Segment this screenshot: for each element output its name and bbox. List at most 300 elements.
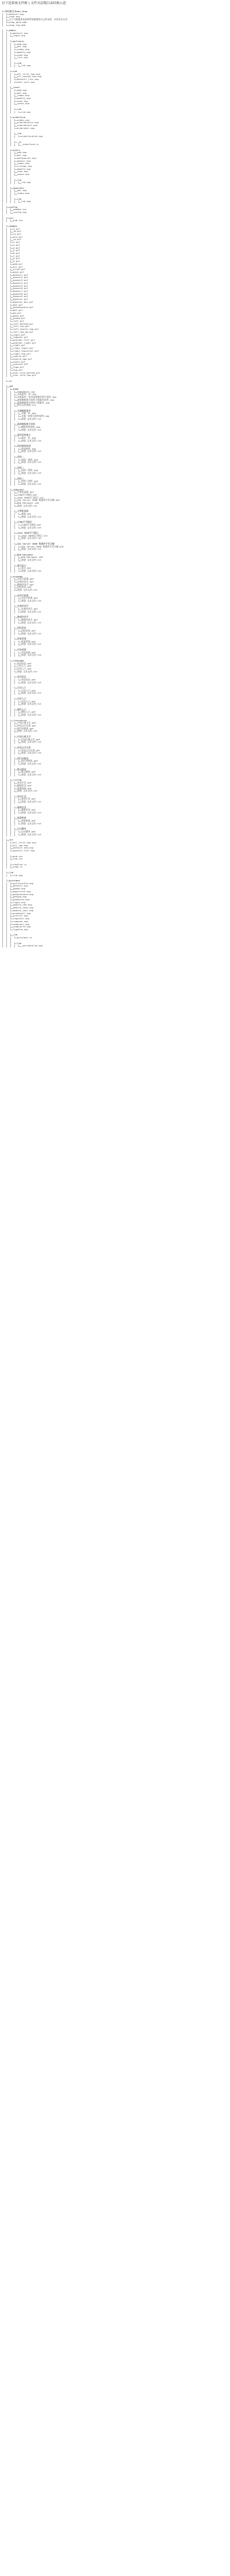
file-name: modify.asp xyxy=(17,97,31,100)
tree-guide-line xyxy=(14,682,15,684)
file-name: top.css xyxy=(13,857,23,861)
file-name: arr.gif xyxy=(13,265,23,268)
file-name: CCNA学习指南.pdf xyxy=(21,523,41,526)
tree-guide-line xyxy=(14,823,15,825)
file-name: default_list.asp xyxy=(17,77,39,81)
tree-guide-line xyxy=(14,763,15,766)
folder-name: lib xyxy=(17,132,22,135)
tree-guide-line xyxy=(10,570,11,573)
file-name: lib.asp xyxy=(21,110,31,113)
file-name: 计算机基础.doc xyxy=(17,490,34,494)
file-name: left.gif xyxy=(13,319,24,322)
file-name: 木板素材一张木纹理素材图片说明.jpg xyxy=(17,395,56,399)
tree-guide-line xyxy=(14,834,15,836)
file-name: gol.gif xyxy=(13,309,23,312)
file-name: add.gif xyxy=(13,262,23,265)
file-name: 资料二说明.jpg xyxy=(21,469,38,472)
file-name: 新建 文本文档.txt xyxy=(21,740,42,744)
file-name: right_top.gif xyxy=(13,352,31,355)
file-name: pub.css xyxy=(13,219,23,222)
file-name: rowSize.js xyxy=(13,862,27,866)
file-name: list.asp xyxy=(17,56,28,59)
file-name: banner6.gif xyxy=(13,287,28,290)
file-name: 相关文件说明.txt xyxy=(17,404,36,407)
file-name: 3.gif xyxy=(13,243,20,246)
folder-name: 素材资料集合 xyxy=(17,433,31,437)
folder-name: cat xyxy=(13,69,18,73)
folder-name: lib xyxy=(13,933,18,937)
tree-guide-line xyxy=(14,483,15,486)
file-name: default.asp xyxy=(13,884,28,888)
file-name: 新建 文本文档.txt xyxy=(21,811,42,815)
file-name: 家居生活.pdf xyxy=(21,797,36,801)
file-name: user_info_top.gif xyxy=(13,374,36,377)
file-name: 市场营销.pdf xyxy=(21,650,36,654)
folder-name: 运动健身 xyxy=(17,827,26,831)
folder-name: 外国文学名著 xyxy=(17,745,31,749)
tree-guide-line xyxy=(14,472,15,475)
tree-guide-line xyxy=(14,752,15,755)
file-name: arrow.gif xyxy=(13,268,26,271)
file-name: 新建 文本文档.txt xyxy=(21,599,42,602)
folder-name: bulletin xyxy=(13,39,24,43)
file-name: 7.gif xyxy=(13,254,20,257)
file-name: 旅游指南.pdf xyxy=(21,819,36,823)
tree-guide-line xyxy=(10,181,11,184)
file-name: 英语语法.pdf xyxy=(17,661,32,665)
file-name: 财务管理.pdf xyxy=(21,640,36,643)
file-name: del.asp xyxy=(17,45,27,48)
tree-guide-line xyxy=(14,774,15,777)
tree-guide-line xyxy=(2,945,3,948)
file-name: back.gif xyxy=(13,271,24,273)
page-title: 以下是系统文件树 | 文件夹层级目录结构示意 xyxy=(2,2,66,5)
file-name: shopcarth.asp xyxy=(13,925,31,929)
tree-guide-line xyxy=(2,24,3,27)
tree-guide-line xyxy=(14,516,15,519)
file-name: 微观经济学.pdf xyxy=(17,583,34,586)
tree-guide-line xyxy=(14,703,15,706)
folder-name: 中国古典文学 xyxy=(17,735,31,738)
file-name: 中国古典文学.pdf xyxy=(17,721,36,725)
file-name: 新建 文本文档.txt xyxy=(17,669,38,673)
tree-guide-line xyxy=(14,537,15,540)
file-name: 木板素材一张.jpg xyxy=(17,393,36,396)
tree-guide-line xyxy=(14,559,15,562)
file-name: 旅游指南.pdf xyxy=(17,786,32,790)
file-name: 新建 文本文档.txt xyxy=(21,762,42,766)
folder-name: literature xyxy=(13,718,27,722)
tree-guide-line xyxy=(14,600,15,603)
file-name: 家居生活.pdf xyxy=(17,781,32,785)
folder-name: 现代诗歌选 xyxy=(17,756,29,760)
folder-name: CCNA学习指南 xyxy=(17,520,32,524)
file-name: 经济学原理.pdf xyxy=(17,577,34,581)
file-name: 新建 文本文档.txt xyxy=(21,547,42,551)
folder-name: admin xyxy=(9,29,16,32)
file-name: config.asp xyxy=(13,211,27,214)
file-name: save.asp xyxy=(17,170,28,173)
file-name: 新建 文本文档.txt xyxy=(21,439,42,442)
file-name: 法语入门.pdf xyxy=(21,699,36,703)
file-name: 最新模板相关资料下载素材说明.jpg xyxy=(17,398,54,401)
folder-name: images xyxy=(9,224,18,227)
file-name: Web Designer.chm xyxy=(17,501,39,505)
file-name: 国际贸易.pdf xyxy=(17,585,32,589)
file-name: 新建 文本文档.txt xyxy=(21,751,42,755)
file-name: dgservice.asp xyxy=(13,889,31,893)
folder-name: SQL Server 2000 数据库开发详解 xyxy=(17,542,55,545)
tree-guide-line xyxy=(14,611,15,614)
file-name: 新建 文本文档.txt xyxy=(21,450,42,453)
file-name: getpassword.gif xyxy=(13,306,34,309)
file-name: 资料三说明.jpg xyxy=(21,480,38,483)
folder-name: js xyxy=(9,379,12,382)
folder-name: purchase xyxy=(9,879,20,882)
tree-guide-line xyxy=(14,200,15,203)
file-name: shop.js xyxy=(13,865,23,869)
file-name: 新建 文本文档.txt xyxy=(21,800,42,804)
file-name: edit_sort.asp xyxy=(17,80,35,83)
file-name: 1.gif xyxy=(13,227,20,230)
file-name: del.asp xyxy=(17,91,27,94)
file-name: banner3.gif xyxy=(13,279,28,282)
tree-guide-line xyxy=(6,834,7,836)
file-name: purchase.js xyxy=(17,936,32,939)
file-name: 外国文学名著.pdf xyxy=(17,724,36,728)
tree-guide-line xyxy=(14,418,15,421)
file-name: goto.gif xyxy=(13,314,24,317)
file-name: index.asp xyxy=(17,162,30,165)
tree-guide-line xyxy=(14,633,15,636)
file-name: right.gif xyxy=(13,344,26,347)
file-name: login.asp xyxy=(13,900,26,904)
folder-name: xml xyxy=(9,385,14,388)
file-name: phorder.left.gif xyxy=(13,338,35,341)
file-name: 新建 文本文档.txt xyxy=(21,515,42,518)
file-name: SQL Server 2000 数据库开发详解.pdf xyxy=(21,545,64,548)
file-name: banner5.gif xyxy=(13,284,28,287)
tree-guide-line xyxy=(6,874,7,877)
file-name: modify_save.asp xyxy=(13,906,34,910)
tree-guide-line xyxy=(14,143,15,146)
tree-guide-line xyxy=(14,527,15,530)
tree-guide-line xyxy=(14,812,15,815)
file-name: 日语入门.pdf xyxy=(21,688,36,692)
file-name: add.asp xyxy=(17,42,27,45)
file-name: 11.gif xyxy=(13,232,22,235)
file-name: 外国文学名著.pdf xyxy=(21,748,40,752)
file-name: bla.gif xyxy=(13,235,23,238)
file-name: 新建 文本文档.txt xyxy=(21,621,42,624)
file-name: shop_data.mdb xyxy=(9,20,27,24)
folder-name: home xyxy=(13,387,19,390)
tree-guide-line xyxy=(10,143,11,146)
tree-guide-line xyxy=(14,429,15,432)
tree-guide-line xyxy=(10,64,11,67)
file-name: Web Designer.chm xyxy=(21,555,43,559)
file-name: del.asp xyxy=(17,189,27,192)
file-name: saves.asp xyxy=(17,102,30,105)
file-name: 德语入门.pdf xyxy=(21,710,36,714)
file-name: 8.gif xyxy=(13,257,20,260)
file-name: all_second_top.asp xyxy=(17,75,42,78)
file-name: default.asp xyxy=(9,12,24,16)
folder-name: 旅游指南 xyxy=(17,816,26,820)
file-name: 经济学原理.pdf xyxy=(21,596,38,600)
tree-guide-line xyxy=(14,111,15,114)
file-name: 新建 文本文档.txt xyxy=(21,702,42,706)
file-name: _purchaselib.asp xyxy=(21,944,43,948)
folder-name: lib xyxy=(17,178,22,181)
file-name: 健康饮食.pdf xyxy=(21,808,36,812)
file-name: banner8.gif xyxy=(13,292,28,295)
file-name: 新建 文本文档.txt xyxy=(17,588,38,592)
folder-name: 最新模板相关资料 xyxy=(17,423,36,426)
file-name: 4.gif xyxy=(13,246,20,249)
file-name: modify_user.asp xyxy=(13,908,34,912)
file-name: left_bottom.gif xyxy=(13,322,34,325)
file-name: 宏观经济学.pdf xyxy=(17,580,34,583)
file-name: bgcolor.gif xyxy=(13,298,28,301)
tree-guide-line xyxy=(6,866,7,869)
file-name: 最新模板相关资料下载素材.jpg xyxy=(17,401,50,404)
file-name: 法语入门.pdf xyxy=(17,667,32,670)
file-name: listUps.asp xyxy=(17,164,32,168)
file-name: TypeFrm.asp xyxy=(13,927,28,931)
file-name: search.gif xyxy=(13,355,27,358)
file-name: 2.gif xyxy=(13,241,20,244)
tree-guide-line xyxy=(14,548,15,551)
file-name: 新建 文本文档.txt xyxy=(21,610,42,613)
tree-guide-line xyxy=(10,483,11,486)
file-name: 新建 文本文档.txt xyxy=(17,789,38,793)
folder-name: Web Designer xyxy=(17,553,34,556)
file-name: add.asp xyxy=(17,151,27,154)
folder-name: 国际贸易 xyxy=(17,626,26,630)
folder-name: 德语入门 xyxy=(17,707,26,711)
tree-guide-line xyxy=(14,741,15,744)
file-name: 新建 文本文档.txt xyxy=(21,461,42,464)
file-name: 资料一说明.jpg xyxy=(21,458,38,461)
file-name: go.gif xyxy=(13,311,22,314)
file-name: 新建 文本文档.txt xyxy=(21,773,42,776)
file-name: bgcolor_bar.gif xyxy=(13,300,34,303)
folder-name: 资料二 xyxy=(17,466,24,469)
folder-name: 资料三 xyxy=(17,477,24,480)
file-name: all_top.asp xyxy=(13,843,28,847)
file-name: modify.asp xyxy=(17,50,31,54)
folder-name: inc xyxy=(9,838,14,842)
file-name: index.asp xyxy=(17,94,30,97)
tree-guide-line xyxy=(6,374,7,377)
folder-name: users xyxy=(13,148,20,151)
file-name: all_first_top.asp xyxy=(13,840,36,844)
file-name: banner7.gif xyxy=(13,290,28,293)
file-name: 微观经济学.pdf xyxy=(21,618,38,621)
file-name: 新建 文本文档.txt xyxy=(21,526,42,529)
tree-guide-line xyxy=(6,219,7,222)
file-name: 散文精选.pdf xyxy=(21,770,36,774)
file-name: 模板资料说明.jpg xyxy=(21,425,40,428)
file-name: CCNA学习指南.pdf xyxy=(17,493,37,496)
folder-name: lib xyxy=(17,61,22,64)
file-name: adodbc.inc xyxy=(13,208,27,211)
folder-name: lib xyxy=(9,870,14,874)
file-name: right_topcorner.gif xyxy=(13,349,39,352)
tree-guide-line xyxy=(14,945,15,948)
file-name: 基础.doc xyxy=(21,512,32,515)
file-name: SQL Server 2000 数据库开发详解.pdf xyxy=(17,499,60,502)
tree-guide-line xyxy=(10,834,11,836)
file-name: saves.asp xyxy=(17,173,30,176)
file-name: 新建 文本文档.txt xyxy=(21,680,42,684)
file-name: Java 2000学习笔记.txt xyxy=(21,534,48,537)
file-name: 新建 文本文档.txt xyxy=(21,642,42,646)
tree-guide-line xyxy=(14,714,15,717)
file-name: 素材一张.jpg xyxy=(21,436,36,439)
folder-name: 财务管理 xyxy=(17,637,26,641)
folder-name: Java 2000学习笔记 xyxy=(17,531,39,534)
tree-guide-line xyxy=(10,774,11,777)
file-name: 新建 文本文档.txt xyxy=(17,729,38,733)
file-name: default_left.asp xyxy=(13,849,35,853)
file-name: lib.asp xyxy=(21,64,31,67)
file-name: 新建 文本文档.txt xyxy=(21,558,42,562)
file-name: prolist.asp xyxy=(13,914,28,918)
file-name: 5.gif xyxy=(13,249,20,252)
file-name: tcgo.gif xyxy=(13,366,24,369)
file-name: group.gif xyxy=(13,317,26,320)
file-name: all_first_top.asp xyxy=(17,72,40,75)
file-name: 算法.doc xyxy=(21,566,32,570)
file-name: login.asp xyxy=(13,34,26,37)
file-name: 新建 文本文档.txt xyxy=(21,417,42,420)
folder-name: living xyxy=(13,778,22,782)
file-name: orderdetail.asp xyxy=(17,124,38,127)
file-name: 新建 文本文档.txt xyxy=(21,821,42,825)
file-name: save.asp xyxy=(17,53,28,56)
folder-name: 日语入门 xyxy=(17,686,26,689)
folder-name: 市场营销 xyxy=(17,648,26,651)
file-name: 9.gif xyxy=(13,260,20,263)
file-name: right_login.gif xyxy=(13,347,34,350)
folder-name: specials xyxy=(13,186,24,189)
file-name: bulletinFrm.asp xyxy=(13,881,34,885)
file-name: 国际贸易.pdf xyxy=(21,629,36,632)
file-name: 新建 文本文档.txt xyxy=(21,569,42,573)
file-name: prodetail.asp xyxy=(13,911,31,915)
file-name: regsave.asp xyxy=(13,919,28,923)
tree-guide-line xyxy=(14,450,15,453)
file-name: lib.asp xyxy=(13,873,23,877)
folder-name: lib xyxy=(17,107,22,111)
file-name: 新建 文本文档.txt xyxy=(21,691,42,695)
folder-name: 家居生活 xyxy=(17,794,26,798)
file-name: 1a.gif xyxy=(13,238,22,241)
file-name: default_end.asp xyxy=(13,846,34,850)
file-name: 规划说明.jpg xyxy=(21,447,36,450)
file-name: shop_log.mdb xyxy=(9,23,26,26)
file-name: 运动健身.pdf xyxy=(21,830,36,834)
tree-guide-line xyxy=(10,654,11,657)
file-name: banner4.gif xyxy=(13,281,28,284)
tree-guide-line xyxy=(6,945,7,948)
tree-guide-line xyxy=(14,461,15,464)
file-name: Java 2000学习笔记.txt xyxy=(17,496,44,499)
file-name: index.asp xyxy=(17,48,30,51)
tree-guide-line xyxy=(14,135,15,138)
folder-name: css xyxy=(9,216,14,219)
file-name: seeit.gif xyxy=(13,360,26,363)
tree-guide-line xyxy=(14,692,15,695)
folder-name: _js xyxy=(17,140,22,143)
file-name: shopcart.asp xyxy=(13,922,30,926)
file-name: 日语入门.pdf xyxy=(17,664,32,668)
file-name: orderedit.asp xyxy=(17,126,35,130)
file-name: orderformlib.asp xyxy=(21,135,43,138)
file-name: 新建 文本文档.txt xyxy=(21,653,42,657)
file-name: save.asp xyxy=(17,99,28,102)
folder-name: 健康饮食 xyxy=(17,805,26,809)
file-name: lib.asp xyxy=(21,200,31,203)
file-name: add.asp xyxy=(17,88,27,92)
file-name: 新建 文本文档.txt xyxy=(21,536,42,540)
file-name: 现代诗歌选.pdf xyxy=(17,726,34,730)
folder-name: 网站根目录www_shop xyxy=(5,10,28,13)
file-name: goodinfo.asp xyxy=(13,898,30,901)
file-name: 新建 文本文档.txt xyxy=(21,428,42,431)
folder-name: 网站整体规划 xyxy=(17,444,31,447)
folder-name: 散文精选 xyxy=(17,767,26,771)
file-name: banner1.gif xyxy=(13,273,28,276)
file-name: 健康饮食.pdf xyxy=(17,783,32,787)
tree-guide-line xyxy=(14,440,15,443)
file-name: login.gif xyxy=(13,333,26,336)
tree-guide-line xyxy=(6,211,7,214)
file-name: lib.asp xyxy=(21,181,31,184)
file-name: register.asp xyxy=(13,917,30,920)
file-name: modify.asp xyxy=(17,167,31,170)
tree-guide-line xyxy=(10,81,11,84)
file-name: search_pgo.gif xyxy=(13,357,32,360)
tree-guide-line xyxy=(10,111,11,114)
file-name: 新建 文本文档.txt xyxy=(17,504,38,507)
folder-name: 算法设计 xyxy=(17,564,26,567)
file-name: 宏观经济学.pdf xyxy=(21,607,38,611)
file-name: left_search_top.gif xyxy=(13,328,39,331)
tree-guide-line xyxy=(14,622,15,625)
file-name: dot.gif xyxy=(13,303,23,306)
file-name: 头像一张.jpg xyxy=(21,412,36,415)
file-name: logouts.gif xyxy=(13,336,28,339)
file-name: _orderform.js xyxy=(21,143,39,146)
file-name: default.asp xyxy=(13,31,28,35)
file-name: dgnew.asp xyxy=(13,887,26,891)
file-name: getpwd.asp xyxy=(13,895,27,899)
file-name: left_top.gif xyxy=(13,325,30,328)
folder-name: lib xyxy=(17,197,22,200)
file-name: 新建 文本文档.txt xyxy=(21,832,42,836)
file-name: homeAbout.jpg xyxy=(17,390,35,393)
tree-guide-line xyxy=(14,64,15,67)
file-name: index.asp xyxy=(17,118,30,121)
tree-guide-line xyxy=(14,643,15,646)
file-name: sestore.GIF xyxy=(13,363,28,366)
folder-name: config xyxy=(9,205,18,208)
file-name: 6.gif xyxy=(13,251,20,254)
file-name: banner2.gif xyxy=(13,276,28,279)
